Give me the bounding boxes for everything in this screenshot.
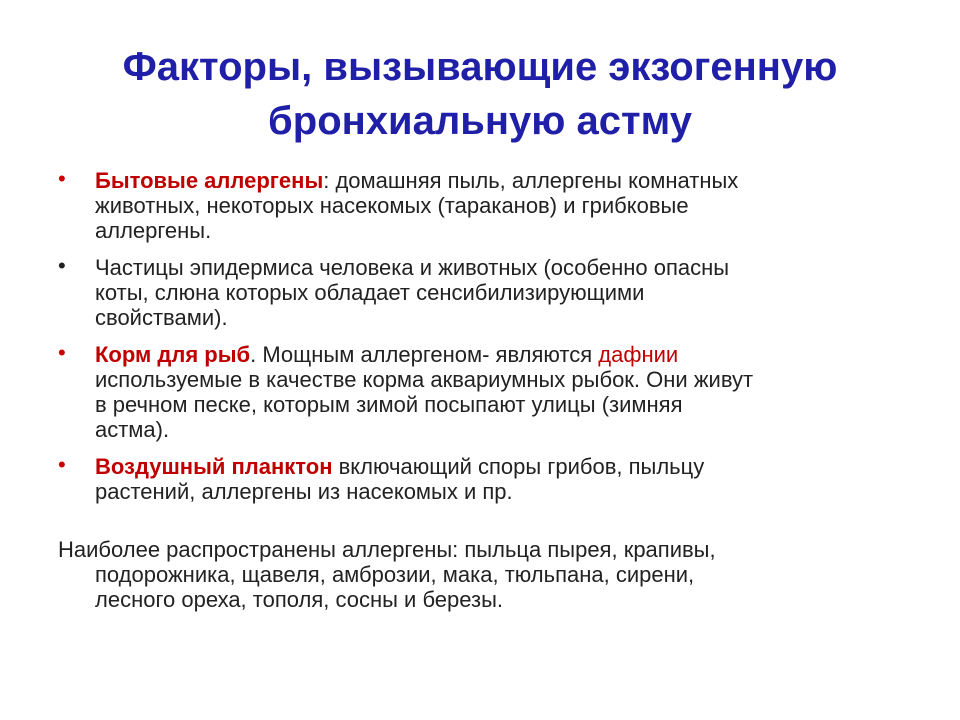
slide-title-line-2: бронхиальную астму (268, 99, 692, 143)
bullet-dot-icon: • (58, 340, 66, 365)
bullet-item-epidermis (58, 255, 908, 330)
bullet-line (95, 454, 908, 479)
bullet-line: аллергены. (95, 218, 212, 243)
bullet-item-fish-food (58, 342, 908, 442)
bullet-lead: Корм для рыб (95, 342, 251, 367)
bullet-item-air-plankton (58, 454, 908, 504)
bullet-dot-icon: • (58, 253, 66, 278)
bullet-item-household-allergens (58, 168, 908, 243)
bullet-line (95, 168, 908, 193)
bullet-text: . Мощным аллергеном- являются (250, 342, 599, 367)
note-line-1: Наиболее распространены аллергены: пыльца пырея, крапивы, (58, 537, 716, 562)
bullet-lead: Бытовые аллергены (95, 168, 324, 193)
bullet-line: в речном песке, которым зимой посыпают улицы (зимняя (95, 392, 683, 417)
bullet-text: включающий споры грибов, пыльцу (332, 454, 705, 479)
bullet-line: коты, слюна которых обладает сенсибилизирующими (95, 280, 645, 305)
bullet-line: животных, некоторых насекомых (тараканов) и грибковые (95, 193, 689, 218)
common-allergens-note (58, 537, 908, 612)
bullet-dot-icon: • (58, 452, 66, 477)
bullet-line: свойствами). (95, 305, 228, 330)
bullet-dot-icon: • (58, 166, 66, 191)
bullet-line: растений, аллергены из насекомых и пр. (95, 479, 513, 504)
bullet-line: Частицы эпидермиса человека и животных (особенно опасны (95, 255, 730, 280)
bullet-highlight-daphnia: дафнии (598, 342, 679, 367)
note-line-2: подорожника, щавеля, амброзии, мака, тюльпана, сирени, (95, 562, 695, 587)
bullet-line (95, 342, 908, 367)
slide-title (0, 40, 960, 148)
bullet-list (58, 168, 908, 516)
note-line-3: лесного ореха, тополя, сосны и березы. (95, 587, 504, 612)
bullet-lead: Воздушный планктон (95, 454, 333, 479)
bullet-line: используемые в качестве корма аквариумных рыбок. Они живут (95, 367, 754, 392)
bullet-text: : домашняя пыль, аллергены комнатных (323, 168, 739, 193)
slide-title-line-1: Факторы, вызывающие экзогенную (122, 45, 838, 89)
bullet-line: астма). (95, 417, 170, 442)
